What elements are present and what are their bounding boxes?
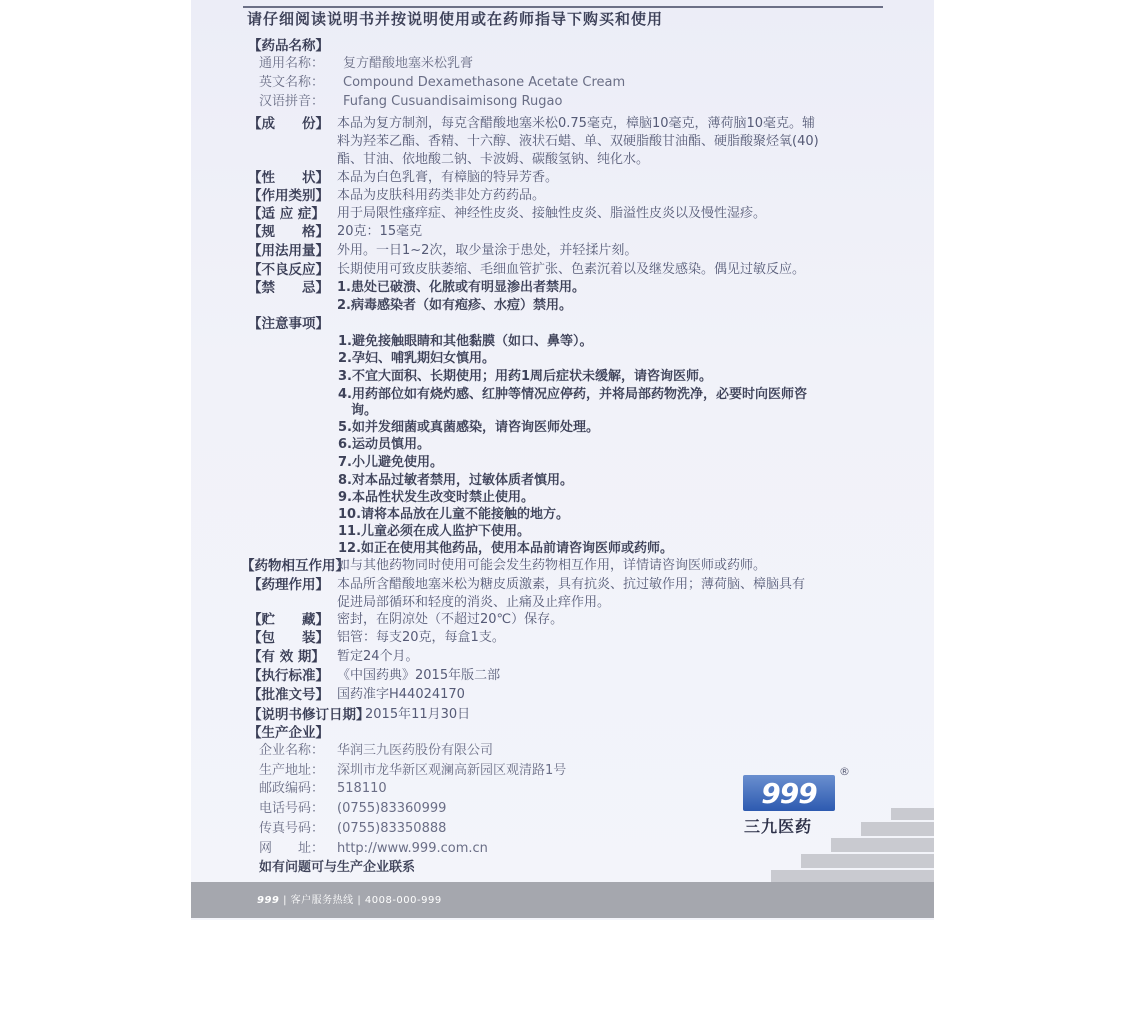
adverse-value: 长期使用可致皮肤萎缩、毛细血管扩张、色素沉着以及继发感染。偶见过敏反应。 bbox=[337, 262, 806, 277]
category-value: 本品为皮肤科用药类非处方药药品。 bbox=[337, 188, 546, 203]
precaution-text-2: 2.孕妇、哺乳期妇女慎用。 bbox=[338, 351, 495, 366]
interaction-value: 如与其他药物同时使用可能会发生药物相互作用，详情请咨询医师或药师。 bbox=[337, 558, 767, 573]
precautions-label: 【注意事项】 bbox=[248, 316, 329, 332]
precaution-text-5: 5.如并发细菌或真菌感染，请咨询医师处理。 bbox=[338, 420, 599, 435]
composition-line-1: 本品为复方制剂，每克含醋酸地塞米松0.75毫克，樟脑10毫克，薄荷脑10毫克。辅 bbox=[337, 116, 816, 131]
standard-label: 【执行标准】 bbox=[248, 668, 329, 684]
approval-value: 国药准字H44024170 bbox=[337, 687, 465, 702]
composition-line-3: 酯、甘油、依地酸二钠、卡波姆、碳酸氢钠、纯化水。 bbox=[337, 152, 650, 167]
spec-label: 【规 格】 bbox=[248, 224, 329, 240]
package-label: 【包 装】 bbox=[248, 630, 329, 646]
validity-label: 【有 效 期】 bbox=[248, 649, 325, 665]
usage-label: 【用法用量】 bbox=[248, 243, 329, 259]
stair-step bbox=[861, 822, 934, 836]
approval-label: 【批准文号】 bbox=[248, 687, 329, 703]
drug-name-label: 【药品名称】 bbox=[248, 38, 329, 54]
website-label: 网 址： bbox=[259, 841, 325, 856]
usage-value: 外用。一日1~2次，取少量涂于患处，并轻揉片刻。 bbox=[337, 243, 638, 258]
generic-name-label: 通用名称： bbox=[259, 56, 325, 71]
english-name-value: Compound Dexamethasone Acetate Cream bbox=[343, 75, 626, 90]
usage-warning: 请仔细阅读说明书并按说明使用或在药师指导下购买和使用 bbox=[247, 10, 664, 28]
spec-value: 20克：15毫克 bbox=[337, 224, 423, 239]
precaution-text-4b: 询。 bbox=[351, 403, 378, 418]
phone-label: 电话号码： bbox=[259, 801, 325, 816]
indication-value: 用于局限性瘙痒症、神经性皮炎、接触性皮炎、脂溢性皮炎以及慢性湿疹。 bbox=[337, 206, 767, 221]
top-rule bbox=[243, 0, 883, 8]
stair-step bbox=[801, 854, 934, 868]
footer-hotline bbox=[257, 891, 442, 906]
revision-value: 2015年11月30日 bbox=[365, 707, 471, 722]
precaution-text-11: 11.儿童必须在成人监护下使用。 bbox=[338, 524, 531, 539]
precaution-text-8: 8.对本品过敏者禁用，过敏体质者慎用。 bbox=[338, 473, 573, 488]
stair-step bbox=[831, 838, 934, 852]
manufacturer-label: 【生产企业】 bbox=[248, 725, 329, 741]
logo-company-name: 三九医药 bbox=[744, 817, 813, 836]
zip-value: 518110 bbox=[337, 781, 387, 796]
precaution-text-3: 3.不宜大面积、长期使用；用药1周后症状未缓解，请咨询医师。 bbox=[338, 369, 713, 384]
pinyin-value: Fufang Cusuandisaimisong Rugao bbox=[343, 94, 563, 109]
precaution-text-4: 4.用药部位如有烧灼感、红肿等情况应停药，并将局部药物洗净，必要时向医师咨 bbox=[338, 387, 807, 402]
leaflet-sheet bbox=[191, 0, 934, 920]
fax-value: (0755)83350888 bbox=[337, 821, 447, 836]
character-label: 【性 状】 bbox=[248, 170, 329, 186]
indication-label: 【适 应 症】 bbox=[248, 206, 325, 222]
logo-999-mark: 999 bbox=[761, 776, 817, 810]
storage-value: 密封，在阴凉处（不超过20℃）保存。 bbox=[337, 612, 564, 627]
precaution-text-6: 6.运动员慎用。 bbox=[338, 437, 430, 452]
adverse-label: 【不良反应】 bbox=[248, 262, 329, 278]
interaction-label: 【药物相互作用】 bbox=[241, 558, 349, 574]
pharmacology-line-1: 本品所含醋酸地塞米松为糖皮质激素，具有抗炎、抗过敏作用；薄荷脑、樟脑具有 bbox=[337, 577, 806, 592]
precaution-text-9: 9.本品性状发生改变时禁止使用。 bbox=[338, 490, 534, 505]
standard-value: 《中国药典》2015年版二部 bbox=[337, 668, 501, 683]
phone-value: (0755)83360999 bbox=[337, 801, 447, 816]
address-label: 生产地址： bbox=[259, 763, 325, 778]
composition-label: 【成 份】 bbox=[248, 116, 329, 132]
contact-note: 如有问题可与生产企业联系 bbox=[259, 860, 416, 875]
package-value: 铝管：每支20克，每盒1支。 bbox=[337, 630, 505, 645]
validity-value: 暂定24个月。 bbox=[337, 649, 419, 664]
generic-name-value: 复方醋酸地塞米松乳膏 bbox=[343, 56, 474, 71]
revision-label: 【说明书修订日期】 bbox=[248, 707, 370, 723]
zip-label: 邮政编码： bbox=[259, 781, 325, 796]
brand-logo bbox=[743, 775, 835, 811]
address-value: 深圳市龙华新区观澜高新园区观清路1号 bbox=[337, 763, 567, 778]
category-label: 【作用类别】 bbox=[248, 188, 329, 204]
company-name-value: 华润三九医药股份有限公司 bbox=[337, 743, 494, 758]
character-value: 本品为白色乳膏，有樟脑的特异芳香。 bbox=[337, 170, 559, 185]
precaution-text-1: 1.避免接触眼睛和其他黏膜（如口、鼻等）。 bbox=[338, 334, 593, 349]
company-name-label: 企业名称： bbox=[259, 743, 325, 758]
registered-mark: ® bbox=[839, 765, 850, 778]
footer-separator: | bbox=[357, 895, 362, 906]
pharmacology-line-2: 促进局部循环和轻度的消炎、止痛及止痒作用。 bbox=[337, 595, 611, 610]
website-value[interactable]: http://www.999.com.cn bbox=[337, 841, 488, 856]
precaution-text-7: 7.小儿避免使用。 bbox=[338, 455, 443, 470]
pinyin-label: 汉语拼音： bbox=[259, 94, 325, 109]
english-name-label: 英文名称： bbox=[259, 75, 325, 90]
contra-item-1: 1.患处已破溃、化脓或有明显渗出者禁用。 bbox=[337, 280, 585, 295]
footer-hotline-number: 4008-000-999 bbox=[364, 895, 442, 906]
stair-step bbox=[891, 808, 934, 820]
pharmacology-label: 【药理作用】 bbox=[248, 577, 329, 593]
footer-hotline-label: 客户服务热线 bbox=[290, 895, 354, 906]
storage-label: 【贮 藏】 bbox=[248, 612, 329, 628]
precaution-text-10: 10.请将本品放在儿童不能接触的地方。 bbox=[338, 507, 570, 522]
fax-label: 传真号码： bbox=[259, 821, 325, 836]
precaution-text-12: 12.如正在使用其他药品，使用本品前请咨询医师或药师。 bbox=[338, 541, 674, 556]
footer-brand: 999 bbox=[257, 895, 280, 906]
footer-separator: | bbox=[283, 895, 287, 906]
contra-item-2: 2.病毒感染者（如有疱疹、水痘）禁用。 bbox=[337, 298, 572, 313]
composition-line-2: 料为羟苯乙酯、香精、十六醇、液状石蜡、单、双硬脂酸甘油酯、硬脂酸聚烃氧(40) bbox=[337, 134, 819, 149]
contra-label: 【禁 忌】 bbox=[248, 280, 329, 296]
